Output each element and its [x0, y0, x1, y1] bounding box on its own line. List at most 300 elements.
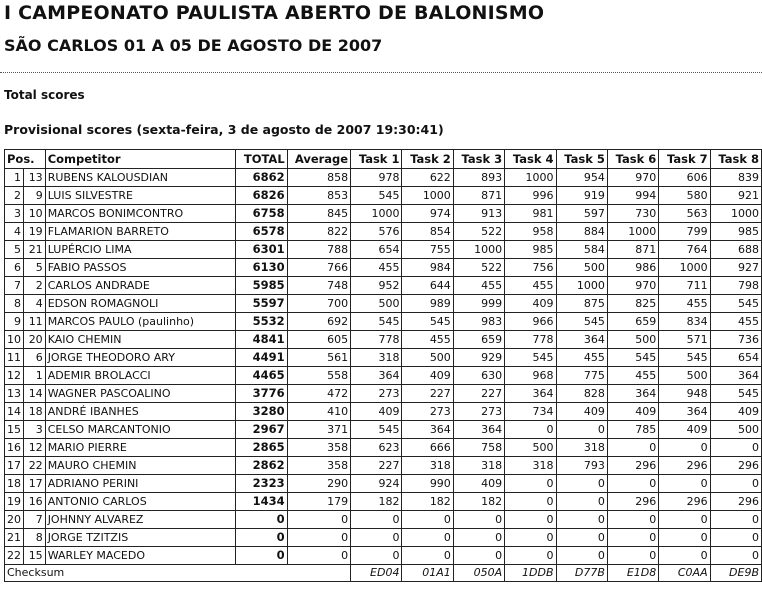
competitor-number-cell: 22: [24, 457, 46, 475]
competitor-name-cell: JOHNNY ALVAREZ: [45, 511, 236, 529]
divider: [0, 72, 762, 73]
task-7-cell: 0: [659, 439, 710, 457]
task-6-cell: 970: [607, 277, 658, 295]
task-5-cell: 0: [556, 511, 607, 529]
task-7-cell: 364: [659, 403, 710, 421]
task-4-cell: 545: [505, 349, 556, 367]
total-cell: 4491: [236, 349, 287, 367]
total-cell: 6130: [236, 259, 287, 277]
task-4-cell: 0: [505, 493, 556, 511]
task-5-cell: 318: [556, 439, 607, 457]
task-4-cell: 455: [505, 277, 556, 295]
competitor-number-cell: 3: [24, 421, 46, 439]
task-1-cell: 778: [351, 331, 402, 349]
task-3-cell: 929: [453, 349, 504, 367]
checksum-label: Checksum: [5, 565, 351, 582]
checksum-task-5: D77B: [556, 565, 607, 582]
position-cell: 18: [5, 475, 24, 493]
task-2-cell: 318: [402, 457, 453, 475]
total-cell: 5532: [236, 313, 287, 331]
competitor-name-cell: LUPÉRCIO LIMA: [45, 241, 236, 259]
task-5-cell: 0: [556, 475, 607, 493]
competitor-number-cell: 9: [24, 187, 46, 205]
table-row: [5, 295, 762, 313]
page-subtitle: SÃO CARLOS 01 A 05 DE AGOSTO DE 2007: [4, 36, 383, 55]
task-2-cell: 644: [402, 277, 453, 295]
task-8-cell: 985: [710, 223, 761, 241]
average-cell: 748: [287, 277, 350, 295]
table-row: [5, 475, 762, 493]
task-6-cell: 364: [607, 385, 658, 403]
competitor-number-cell: 1: [24, 367, 46, 385]
task-8-cell: 545: [710, 385, 761, 403]
table-row: [5, 187, 762, 205]
task-2-cell: 0: [402, 529, 453, 547]
competitor-number-cell: 19: [24, 223, 46, 241]
task-2-cell: 455: [402, 331, 453, 349]
average-cell: 0: [287, 547, 350, 565]
total-cell: 0: [236, 511, 287, 529]
competitor-number-cell: 4: [24, 295, 46, 313]
task-1-cell: 978: [351, 169, 402, 187]
competitor-number-cell: 11: [24, 313, 46, 331]
task-2-cell: 974: [402, 205, 453, 223]
task-8-cell: 0: [710, 511, 761, 529]
task-8-cell: 927: [710, 259, 761, 277]
task-3-cell: 999: [453, 295, 504, 313]
competitor-name-cell: EDSON ROMAGNOLI: [45, 295, 236, 313]
average-cell: 472: [287, 385, 350, 403]
task-6-cell: 0: [607, 511, 658, 529]
task-7-cell: 409: [659, 421, 710, 439]
competitor-name-cell: FABIO PASSOS: [45, 259, 236, 277]
task-1-cell: 576: [351, 223, 402, 241]
task-4-cell: 958: [505, 223, 556, 241]
competitor-number-cell: 10: [24, 205, 46, 223]
task-6-cell: 455: [607, 367, 658, 385]
competitor-name-cell: WAGNER PASCOALINO: [45, 385, 236, 403]
competitor-name-cell: ADRIANO PERINI: [45, 475, 236, 493]
task-1-cell: 1000: [351, 205, 402, 223]
task-8-cell: 654: [710, 349, 761, 367]
checksum-task-4: 1DDB: [505, 565, 556, 582]
task-6-cell: 409: [607, 403, 658, 421]
task-3-cell: 318: [453, 457, 504, 475]
average-cell: 858: [287, 169, 350, 187]
task-2-cell: 990: [402, 475, 453, 493]
total-cell: 6826: [236, 187, 287, 205]
task-5-cell: 0: [556, 493, 607, 511]
col-header-task-2: Task 2: [402, 150, 453, 169]
competitor-number-cell: 20: [24, 331, 46, 349]
task-4-cell: 966: [505, 313, 556, 331]
task-2-cell: 545: [402, 313, 453, 331]
total-cell: 0: [236, 547, 287, 565]
table-row: [5, 367, 762, 385]
task-7-cell: 0: [659, 529, 710, 547]
task-8-cell: 296: [710, 493, 761, 511]
total-cell: 5597: [236, 295, 287, 313]
task-6-cell: 986: [607, 259, 658, 277]
average-cell: 853: [287, 187, 350, 205]
task-7-cell: 580: [659, 187, 710, 205]
total-cell: 6578: [236, 223, 287, 241]
task-5-cell: 828: [556, 385, 607, 403]
task-3-cell: 0: [453, 547, 504, 565]
table-row: [5, 331, 762, 349]
table-header-row: [5, 150, 762, 169]
task-6-cell: 296: [607, 493, 658, 511]
competitor-number-cell: 8: [24, 529, 46, 547]
competitor-number-cell: 18: [24, 403, 46, 421]
task-2-cell: 854: [402, 223, 453, 241]
table-row: [5, 277, 762, 295]
task-3-cell: 913: [453, 205, 504, 223]
competitor-name-cell: MARCOS BONIMCONTRO: [45, 205, 236, 223]
competitor-name-cell: JORGE TZITZIS: [45, 529, 236, 547]
task-7-cell: 1000: [659, 259, 710, 277]
competitor-number-cell: 7: [24, 511, 46, 529]
task-2-cell: 227: [402, 385, 453, 403]
table-row: [5, 529, 762, 547]
average-cell: 692: [287, 313, 350, 331]
table-body: [5, 169, 762, 565]
task-5-cell: 919: [556, 187, 607, 205]
task-1-cell: 545: [351, 313, 402, 331]
table-row: [5, 457, 762, 475]
task-6-cell: 545: [607, 349, 658, 367]
task-2-cell: 666: [402, 439, 453, 457]
task-1-cell: 0: [351, 547, 402, 565]
task-8-cell: 409: [710, 403, 761, 421]
position-cell: 11: [5, 349, 24, 367]
competitor-number-cell: 16: [24, 493, 46, 511]
task-7-cell: 296: [659, 457, 710, 475]
position-cell: 2: [5, 187, 24, 205]
table-row: [5, 349, 762, 367]
table-row: [5, 403, 762, 421]
task-1-cell: 924: [351, 475, 402, 493]
average-cell: 700: [287, 295, 350, 313]
task-3-cell: 630: [453, 367, 504, 385]
task-4-cell: 734: [505, 403, 556, 421]
task-8-cell: 545: [710, 295, 761, 313]
total-cell: 4465: [236, 367, 287, 385]
total-cell: 6758: [236, 205, 287, 223]
task-2-cell: 989: [402, 295, 453, 313]
col-header-task-6: Task 6: [607, 150, 658, 169]
task-1-cell: 0: [351, 511, 402, 529]
task-5-cell: 584: [556, 241, 607, 259]
checksum-row: [5, 565, 762, 582]
task-5-cell: 775: [556, 367, 607, 385]
task-4-cell: 981: [505, 205, 556, 223]
table-row: [5, 223, 762, 241]
col-header-pos: Pos.: [5, 150, 46, 169]
task-6-cell: 0: [607, 547, 658, 565]
col-header-task-7: Task 7: [659, 150, 710, 169]
task-3-cell: 893: [453, 169, 504, 187]
col-header-task-8: Task 8: [710, 150, 761, 169]
task-2-cell: 755: [402, 241, 453, 259]
table-row: [5, 547, 762, 565]
average-cell: 358: [287, 457, 350, 475]
task-4-cell: 409: [505, 295, 556, 313]
provisional-heading: Provisional scores (sexta-feira, 3 de agosto de 2007 19:30:41): [4, 122, 444, 137]
task-2-cell: 0: [402, 547, 453, 565]
competitor-name-cell: JORGE THEODORO ARY: [45, 349, 236, 367]
task-7-cell: 0: [659, 511, 710, 529]
task-5-cell: 545: [556, 313, 607, 331]
position-cell: 5: [5, 241, 24, 259]
task-6-cell: 825: [607, 295, 658, 313]
task-7-cell: 948: [659, 385, 710, 403]
task-2-cell: 0: [402, 511, 453, 529]
competitor-number-cell: 12: [24, 439, 46, 457]
task-7-cell: 545: [659, 349, 710, 367]
task-1-cell: 182: [351, 493, 402, 511]
col-header-task-4: Task 4: [505, 150, 556, 169]
task-8-cell: 798: [710, 277, 761, 295]
task-3-cell: 409: [453, 475, 504, 493]
table-row: [5, 241, 762, 259]
task-1-cell: 455: [351, 259, 402, 277]
total-cell: 2323: [236, 475, 287, 493]
task-6-cell: 970: [607, 169, 658, 187]
checksum-task-2: 01A1: [402, 565, 453, 582]
table-row: [5, 385, 762, 403]
section-heading: Total scores: [4, 88, 85, 102]
task-5-cell: 0: [556, 421, 607, 439]
task-7-cell: 799: [659, 223, 710, 241]
task-7-cell: 563: [659, 205, 710, 223]
competitor-name-cell: MARCOS PAULO (paulinho): [45, 313, 236, 331]
task-6-cell: 871: [607, 241, 658, 259]
task-8-cell: 1000: [710, 205, 761, 223]
task-4-cell: 756: [505, 259, 556, 277]
total-cell: 5985: [236, 277, 287, 295]
col-header-task-1: Task 1: [351, 150, 402, 169]
position-cell: 8: [5, 295, 24, 313]
task-3-cell: 0: [453, 529, 504, 547]
position-cell: 10: [5, 331, 24, 349]
task-4-cell: 318: [505, 457, 556, 475]
position-cell: 22: [5, 547, 24, 565]
average-cell: 0: [287, 529, 350, 547]
total-cell: 2862: [236, 457, 287, 475]
task-5-cell: 455: [556, 349, 607, 367]
position-cell: 14: [5, 403, 24, 421]
task-7-cell: 571: [659, 331, 710, 349]
task-8-cell: 921: [710, 187, 761, 205]
position-cell: 20: [5, 511, 24, 529]
average-cell: 766: [287, 259, 350, 277]
task-3-cell: 522: [453, 259, 504, 277]
task-6-cell: 0: [607, 475, 658, 493]
position-cell: 17: [5, 457, 24, 475]
task-1-cell: 545: [351, 187, 402, 205]
checksum-task-3: 050A: [453, 565, 504, 582]
position-cell: 15: [5, 421, 24, 439]
position-cell: 12: [5, 367, 24, 385]
col-header-task-5: Task 5: [556, 150, 607, 169]
col-header-task-3: Task 3: [453, 150, 504, 169]
task-8-cell: 0: [710, 439, 761, 457]
task-7-cell: 711: [659, 277, 710, 295]
task-6-cell: 500: [607, 331, 658, 349]
position-cell: 1: [5, 169, 24, 187]
competitor-name-cell: LUIS SILVESTRE: [45, 187, 236, 205]
task-4-cell: 364: [505, 385, 556, 403]
total-cell: 3776: [236, 385, 287, 403]
competitor-number-cell: 21: [24, 241, 46, 259]
competitor-name-cell: RUBENS KALOUSDIAN: [45, 169, 236, 187]
task-3-cell: 455: [453, 277, 504, 295]
task-8-cell: 364: [710, 367, 761, 385]
task-3-cell: 871: [453, 187, 504, 205]
average-cell: 561: [287, 349, 350, 367]
competitor-name-cell: KAIO CHEMIN: [45, 331, 236, 349]
col-header-competitor: Competitor: [45, 150, 236, 169]
task-5-cell: 875: [556, 295, 607, 313]
position-cell: 13: [5, 385, 24, 403]
table-row: [5, 259, 762, 277]
checksum-task-1: ED04: [351, 565, 402, 582]
task-3-cell: 273: [453, 403, 504, 421]
task-4-cell: 0: [505, 421, 556, 439]
competitor-name-cell: CELSO MARCANTONIO: [45, 421, 236, 439]
col-header-average: Average: [287, 150, 350, 169]
task-6-cell: 659: [607, 313, 658, 331]
task-8-cell: 839: [710, 169, 761, 187]
task-4-cell: 1000: [505, 169, 556, 187]
average-cell: 179: [287, 493, 350, 511]
task-6-cell: 785: [607, 421, 658, 439]
task-1-cell: 409: [351, 403, 402, 421]
task-2-cell: 1000: [402, 187, 453, 205]
position-cell: 6: [5, 259, 24, 277]
task-1-cell: 545: [351, 421, 402, 439]
checksum-task-7: C0AA: [659, 565, 710, 582]
task-8-cell: 688: [710, 241, 761, 259]
average-cell: 788: [287, 241, 350, 259]
task-8-cell: 0: [710, 529, 761, 547]
task-5-cell: 597: [556, 205, 607, 223]
total-cell: 3280: [236, 403, 287, 421]
task-8-cell: 736: [710, 331, 761, 349]
total-cell: 6301: [236, 241, 287, 259]
competitor-number-cell: 15: [24, 547, 46, 565]
task-7-cell: 834: [659, 313, 710, 331]
task-6-cell: 730: [607, 205, 658, 223]
task-4-cell: 0: [505, 511, 556, 529]
table-row: [5, 313, 762, 331]
task-1-cell: 623: [351, 439, 402, 457]
task-3-cell: 364: [453, 421, 504, 439]
task-8-cell: 0: [710, 547, 761, 565]
position-cell: 16: [5, 439, 24, 457]
checksum-task-6: E1D8: [607, 565, 658, 582]
task-7-cell: 500: [659, 367, 710, 385]
task-3-cell: 659: [453, 331, 504, 349]
task-1-cell: 500: [351, 295, 402, 313]
task-3-cell: 182: [453, 493, 504, 511]
task-5-cell: 409: [556, 403, 607, 421]
total-cell: 2865: [236, 439, 287, 457]
task-2-cell: 622: [402, 169, 453, 187]
checksum-task-8: DE9B: [710, 565, 761, 582]
table-row: [5, 511, 762, 529]
total-cell: 1434: [236, 493, 287, 511]
scores-table: [4, 149, 762, 582]
page-title: I CAMPEONATO PAULISTA ABERTO DE BALONISMO: [4, 2, 545, 24]
task-4-cell: 996: [505, 187, 556, 205]
average-cell: 558: [287, 367, 350, 385]
table-row: [5, 493, 762, 511]
task-5-cell: 364: [556, 331, 607, 349]
total-cell: 2967: [236, 421, 287, 439]
competitor-name-cell: MARIO PIERRE: [45, 439, 236, 457]
competitor-number-cell: 2: [24, 277, 46, 295]
total-cell: 4841: [236, 331, 287, 349]
task-1-cell: 227: [351, 457, 402, 475]
task-7-cell: 0: [659, 475, 710, 493]
average-cell: 371: [287, 421, 350, 439]
position-cell: 4: [5, 223, 24, 241]
competitor-number-cell: 5: [24, 259, 46, 277]
table-row: [5, 439, 762, 457]
task-6-cell: 0: [607, 529, 658, 547]
task-1-cell: 654: [351, 241, 402, 259]
task-6-cell: 1000: [607, 223, 658, 241]
task-3-cell: 1000: [453, 241, 504, 259]
task-2-cell: 364: [402, 421, 453, 439]
task-3-cell: 227: [453, 385, 504, 403]
task-1-cell: 0: [351, 529, 402, 547]
average-cell: 290: [287, 475, 350, 493]
task-5-cell: 1000: [556, 277, 607, 295]
position-cell: 21: [5, 529, 24, 547]
task-6-cell: 994: [607, 187, 658, 205]
task-3-cell: 758: [453, 439, 504, 457]
task-2-cell: 409: [402, 367, 453, 385]
competitor-name-cell: ANDRÉ IBANHES: [45, 403, 236, 421]
average-cell: 845: [287, 205, 350, 223]
task-1-cell: 364: [351, 367, 402, 385]
position-cell: 3: [5, 205, 24, 223]
competitor-name-cell: MAURO CHEMIN: [45, 457, 236, 475]
task-4-cell: 968: [505, 367, 556, 385]
task-7-cell: 606: [659, 169, 710, 187]
task-5-cell: 0: [556, 529, 607, 547]
task-7-cell: 0: [659, 547, 710, 565]
task-8-cell: 0: [710, 475, 761, 493]
competitor-number-cell: 6: [24, 349, 46, 367]
competitor-name-cell: WARLEY MACEDO: [45, 547, 236, 565]
competitor-name-cell: ADEMIR BROLACCI: [45, 367, 236, 385]
task-4-cell: 0: [505, 529, 556, 547]
table-row: [5, 169, 762, 187]
competitor-number-cell: 14: [24, 385, 46, 403]
competitor-name-cell: ANTONIO CARLOS: [45, 493, 236, 511]
task-5-cell: 0: [556, 547, 607, 565]
position-cell: 9: [5, 313, 24, 331]
average-cell: 605: [287, 331, 350, 349]
average-cell: 358: [287, 439, 350, 457]
task-5-cell: 954: [556, 169, 607, 187]
competitor-number-cell: 17: [24, 475, 46, 493]
task-2-cell: 984: [402, 259, 453, 277]
